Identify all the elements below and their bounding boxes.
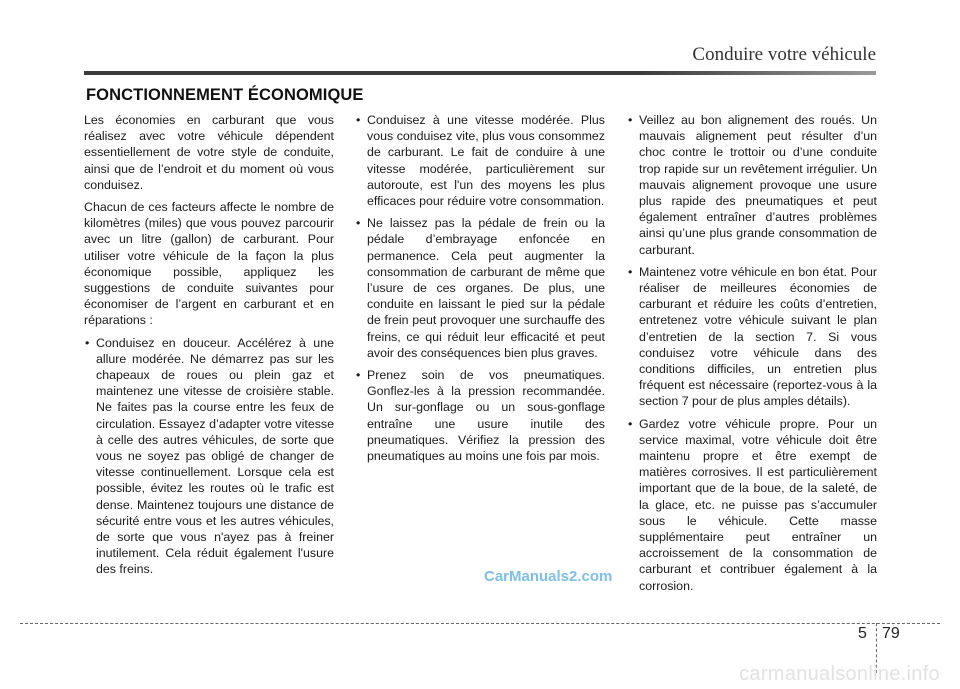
bullet-icon: • <box>356 113 361 127</box>
list-item <box>355 367 605 464</box>
header-rule <box>84 71 876 75</box>
bullet-icon: • <box>356 216 361 231</box>
list-item <box>627 112 877 258</box>
bullet-icon: • <box>628 264 633 279</box>
text-column-2 <box>355 112 605 470</box>
bullet-icon: • <box>85 335 90 350</box>
list-item-text: Prenez soin de vos pneumatiques. Gonflez-les à la pression recommandée. Un sur-gonflage ou un sous-gonflage entraîne une usure inutile des pneumatiques. Vérifiez la pression des pneumatiques au moins une fois par mois. <box>367 368 605 464</box>
list-item <box>355 112 605 209</box>
list-item-text: Conduisez à une vitesse modérée. Plus vous conduisez vite, plus vous consommez de carburant. Le fait de conduire à une vitesse modérée, particulièrement sur autoroute, est l'un des moyens les plus efficaces pour réduire votre consommation. <box>367 113 605 209</box>
text-column-3 <box>627 112 877 600</box>
section-title: FONCTIONNEMENT ÉCONOMIQUE <box>86 86 364 104</box>
list-item-text: Ne laissez pas la pédale de frein ou la pédale d’embrayage enfoncée en permanence. Cela peut augmenter la consommation de carburant de même que l’usure de ces organes. De plus, une conduite en laissant le pied sur la pédale de frein peut provoquer une surchauffe des freins, ce qui réduit leur efficacité et peut avoir des conséquences bien plus graves. <box>367 216 605 360</box>
chapter-number: 5 <box>858 625 867 642</box>
bullet-list <box>627 112 877 594</box>
paragraph: Chacun de ces facteurs affecte le nombre de kilomètres (miles) que vous pouvez parcourir avec un litre (gallon) de carburant. Pour utiliser votre véhicule de la façon la plus économique possible, appliquez les suggestions de conduite suivantes pour économiser de l’argent en carburant et en réparations : <box>84 200 334 328</box>
bullet-list <box>355 112 605 464</box>
text-column-1 <box>84 112 334 584</box>
footer-rule <box>20 623 940 624</box>
list-item <box>627 416 877 594</box>
list-item <box>627 264 877 410</box>
site-watermark: carmanualsonline.info <box>739 663 940 685</box>
bullet-icon: • <box>628 113 633 127</box>
bullet-icon: • <box>356 368 361 383</box>
list-item-text: Conduisez en douceur. Accélérez à une allure modérée. Ne démarrez pas sur les chapeaux de roues ou plein gaz et maintenez une vitesse de croisière stable. Ne faites pas la course entre les feux de circulation. Essayez d’adapter votre vitesse à celle des autres véhicules, de sorte que vous ne soyez pas obligé de changer de vitesse continuellement. Lorsque cela est possible, évitez les routes où le trafic est dense. Maintenez toujours une distance de sécurité entre vous et les autres véhicules, de sorte que vous n'ayez pas à freiner inutilement. Cela réduit également l'usure des freins. <box>96 335 334 577</box>
page-number: 79 <box>882 625 900 642</box>
paragraph: Les économies en carburant que vous réalisez avec votre véhicule dépendent essentiellement de votre style de conduite, ainsi que de l’endroit et du moment où vous conduisez. <box>84 113 334 192</box>
bullet-icon: • <box>628 416 633 431</box>
watermark-link[interactable]: CarManuals2.com <box>484 568 613 585</box>
list-item <box>355 215 605 361</box>
bullet-list <box>84 335 334 578</box>
list-item-text: Gardez votre véhicule propre. Pour un service maximal, votre véhicule doit être maintenu propre et être exempt de matières corrosives. Il est particulièrement important que de la boue, de la saleté, de la glace, etc. ne puisse pas s’accumuler sous le véhicule. Cette masse supplémentaire peut entraîner un accroissement de la consommation de carburant et contribuer également à la corrosion. <box>639 416 877 593</box>
list-item <box>84 335 334 578</box>
chapter-header-title: Conduire votre véhicule <box>692 44 876 65</box>
list-item-text: Maintenez votre véhicule en bon état. Pour réaliser de meilleures économies de carburant et réduire les coûts d’entretien, entretenez votre véhicule suivant le plan d’entretien de la section 7. Si vous conduisez votre véhicule dans des conditions difficiles, un entretien plus fréquent est nécessaire (reportez-vous à la section 7 pour de plus amples détails). <box>639 264 877 409</box>
list-item-text: Veillez au bon alignement des roués. Un mauvais alignement peut résulter d’un choc contre le trottoir ou d’une conduite trop rapide sur un revêtement irrégulier. Un mauvais alignement provoque une usure plus rapide des pneumatiques et peut également entraîner d’autres problèmes ainsi qu’une plus grande consommation de carburant. <box>639 113 877 257</box>
